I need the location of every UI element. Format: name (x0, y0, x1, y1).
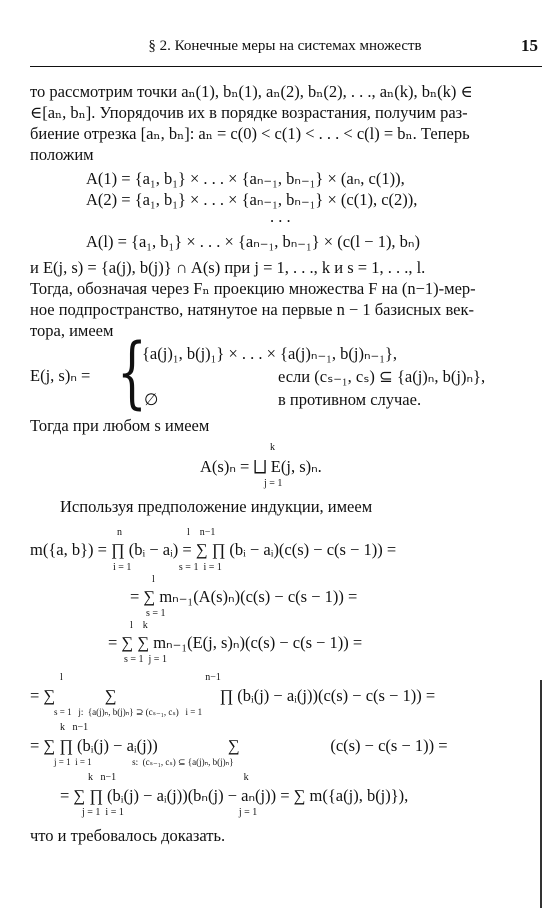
m6-upper: k n−1 k (88, 772, 249, 783)
equation-m3: = ∑ ∑ mₙ₋₁(E(j, s)ₙ)(c(s) − c(s − 1)) = (108, 633, 363, 652)
equation-A2: A(2) = {a₁, b₁} × . . . × {aₙ₋₁, bₙ₋₁} × (c(1), c(2)), (86, 190, 418, 209)
m3-upper: l k (130, 620, 148, 631)
m5-upper: k n−1 (60, 722, 89, 733)
text-line: ∈[aₙ, bₙ]. Упорядочив их в порядке возрастания, получим раз- (30, 103, 468, 122)
m2-lower: s = 1 (146, 608, 166, 619)
equation-dots: . . . (270, 207, 291, 226)
text-line: биение отрезка [aₙ, bₙ]: aₙ = c(0) < c(1) < . . . < c(l) = bₙ. Теперь (30, 124, 470, 143)
equation-A1: A(1) = {a₁, b₁} × . . . × {aₙ₋₁, bₙ₋₁} × (aₙ, c(1)), (86, 169, 405, 188)
text-line: Используя предположение индукции, имеем (60, 497, 373, 516)
m5-lower: j = 1 i = 1 s: (cₛ₋₁, cₛ) ⊆ {a(j)ₙ, b(j)ₙ} (54, 757, 234, 767)
equation-m4: = ∑ ∑ ∏ (bᵢ(j) − aᵢ(j))(c(s) − c(s − 1)) = (30, 686, 436, 705)
m4-upper: l n−1 (60, 672, 221, 683)
equation-m1: m({a, b}) = ∏ (bᵢ − aᵢ) = ∑ ∏ (bᵢ − aᵢ)(c(s) − c(s − 1)) = (30, 540, 397, 559)
union-lower-limit: j = 1 (264, 478, 283, 489)
equation-m5: = ∑ ∏ (bᵢ(j) − aᵢ(j)) ∑ (c(s) − c(s − 1)) = (30, 736, 448, 755)
section-title: § 2. Конечные меры на системах множеств (148, 38, 422, 54)
equation-m2: = ∑ mₙ₋₁(A(s)ₙ)(c(s) − c(s − 1)) = (130, 587, 358, 606)
m1-upper: n l n−1 (117, 527, 216, 538)
m3-lower: s = 1 j = 1 (124, 654, 167, 665)
case-3-symbol: ∅ (144, 390, 159, 409)
m4-lower: s = 1 j: {a(j)ₙ, b(j)ₙ} ⊇ (cₛ₋₁, cₛ) i = 1 (54, 707, 203, 717)
page-number: 15 (521, 36, 538, 55)
m6-lower: j = 1 i = 1 j = 1 (82, 807, 258, 818)
text-line: тора, имеем (30, 321, 114, 340)
text-line: Тогда при любом s имеем (30, 416, 210, 435)
text-line: Тогда, обозначая через Fₙ проекцию множества F на (n−1)-мер- (30, 279, 476, 298)
header-rule (30, 66, 542, 67)
m2-upper: l (152, 574, 155, 585)
page-edge (540, 680, 542, 908)
text-line: что и требовалось доказать. (30, 826, 226, 845)
case-3-text: в противном случае. (278, 390, 422, 409)
equation-union: A(s)ₙ = ⨆ E(j, s)ₙ. (200, 457, 322, 476)
m1-lower: i = 1 s = 1 i = 1 (113, 562, 222, 573)
text-line: и E(j, s) = {a(j), b(j)} ∩ A(s) при j = 1, . . ., k и s = 1, . . ., l. (30, 258, 426, 277)
text-line: положим (30, 145, 94, 164)
case-lhs: E(j, s)ₙ = (30, 366, 91, 385)
equation-m6: = ∑ ∏ (bᵢ(j) − aᵢ(j))(bₙ(j) − aₙ(j)) = ∑ m({a(j), b(j)}), (60, 786, 409, 805)
case-1: {a(j)₁, b(j)₁} × . . . × {a(j)ₙ₋₁, b(j)ₙ₋₁}, (142, 344, 398, 363)
running-header (30, 38, 540, 66)
text-line: ное подпространство, натянутое на первые n − 1 базисных век- (30, 300, 475, 319)
text-line: то рассмотрим точки aₙ(1), bₙ(1), aₙ(2), bₙ(2), . . ., aₙ(k), bₙ(k) ∈ (30, 82, 473, 101)
equation-Al: A(l) = {a₁, b₁} × . . . × {aₙ₋₁, bₙ₋₁} × (c(l − 1), bₙ) (86, 232, 421, 251)
union-upper-limit: k (270, 442, 275, 453)
case-2: если (cₛ₋₁, cₛ) ⊆ {a(j)ₙ, b(j)ₙ}, (278, 367, 486, 386)
left-brace: { (117, 328, 147, 418)
